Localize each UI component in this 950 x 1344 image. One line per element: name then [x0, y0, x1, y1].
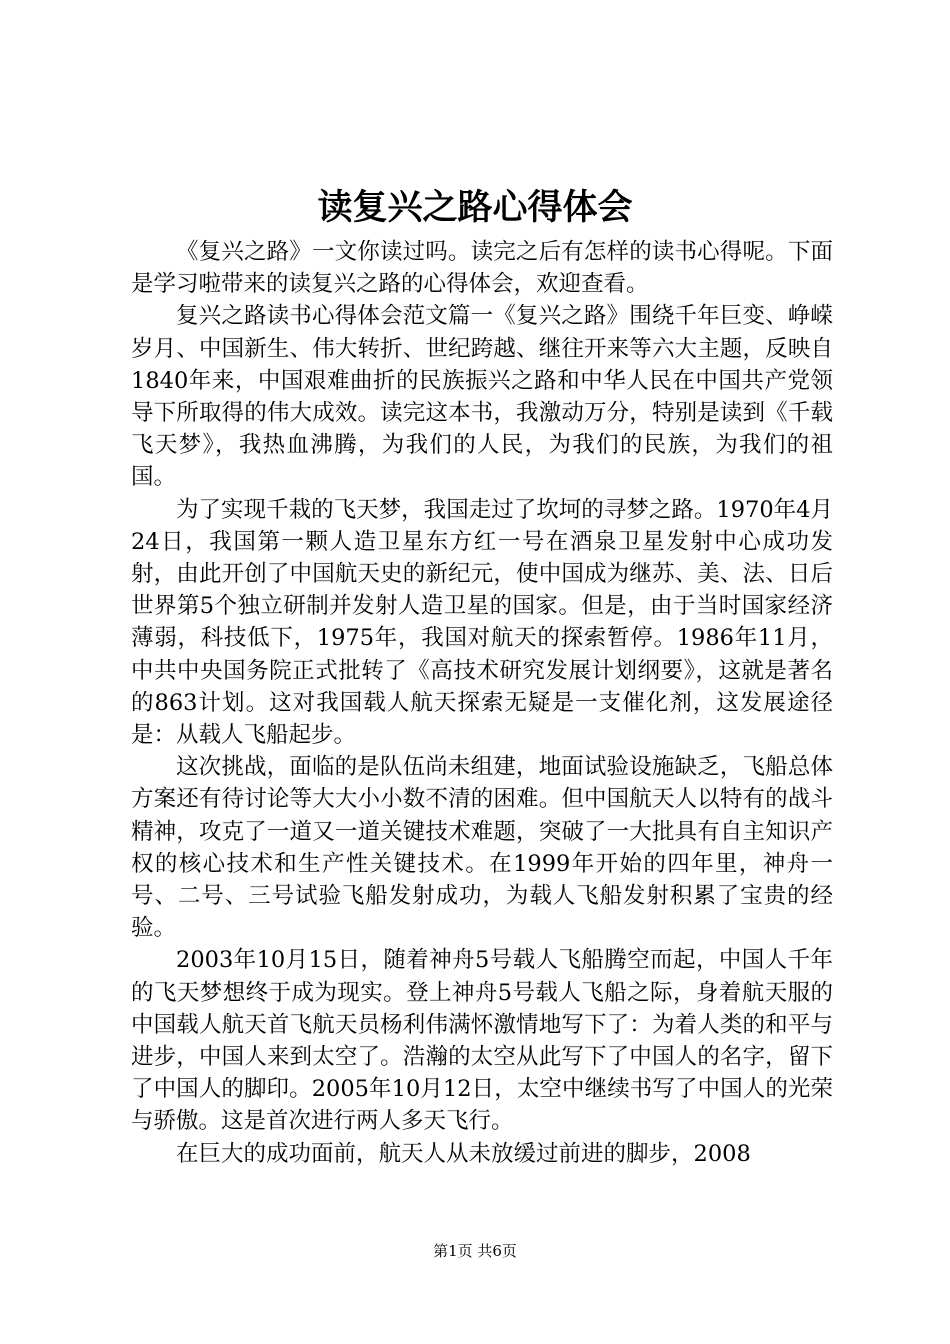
paragraph-progress: 在巨大的成功面前，航天人从未放缓过前进的脚步，2008 — [176, 1140, 751, 1167]
paragraph-shenzhou: 2003年10月15日，随着神舟5号载人飞船腾空而起，中国人千年的飞天梦想终于成为现实。登上神舟5号载人飞船之际，身着航天服的中国载人航天首飞航天员杨利伟满怀激情地写下了：为着人类的和平与进步，中国人来到太空了。浩瀚的太空从此写下了中国人的名字，留下了中国人的脚印。2005年10月12日，太空中继续书写了中国人的光荣与骄傲。这是首次进行两人多天飞行。 — [131, 947, 833, 1135]
paragraph-space-dream: 为了实现千栽的飞天梦，我国走过了坎坷的寻梦之路。1970年4月24日，我国第一颗人造卫星东方红一号在酒泉卫星发射中心成功发射，由此开创了中国航天史的新纪元，使中国成为继苏、美、法、日后世界第5个独立研制并发射人造卫星的国家。但是，由于当时国家经济薄弱，科技低下，1975年，我国对航天的探索暂停。1986年11月，中共中央国务院正式批转了《高技术研究发展计划纲要》，这就是著名的863计划。这对我国载人航天探索无疑是一支催化剂，这发展途径是：从载人飞船起步。 — [131, 496, 833, 749]
document-title: 读复兴之路心得体会 — [317, 188, 633, 228]
page-number-footer: 第1页 共6页 — [433, 1242, 517, 1260]
paragraph-challenge: 这次挑战，面临的是队伍尚未组建，地面试验设施缺乏，飞船总体方案还有待讨论等大大小小数不清的困难。但中国航天人以特有的战斗精神，攻克了一道又一道关键技术难题，突破了一大批具有自主知识产权的核心技术和生产性关键技术。在1999年开始的四年里，神舟一号、二号、三号试验飞船发射成功，为载人飞船发射积累了宝贵的经验。 — [131, 754, 833, 942]
paragraph-intro: 《复兴之路》一文你读过吗。读完之后有怎样的读书心得呢。下面是学习啦带来的读复兴之路的心得体会，欢迎查看。 — [131, 239, 833, 298]
document-body — [131, 236, 833, 1170]
paragraph-overview: 复兴之路读书心得体会范文篇一《复兴之路》围绕千年巨变、峥嵘岁月、中国新生、伟大转折、世纪跨越、继往开来等六大主题，反映自1840年来，中国艰难曲折的民族振兴之路和中华人民在中国共产党领导下所取得的伟大成效。读完这本书，我激动万分，特别是读到《千载飞天梦》，我热血沸腾，为我们的人民，为我们的民族，为我们的祖国。 — [131, 303, 833, 491]
